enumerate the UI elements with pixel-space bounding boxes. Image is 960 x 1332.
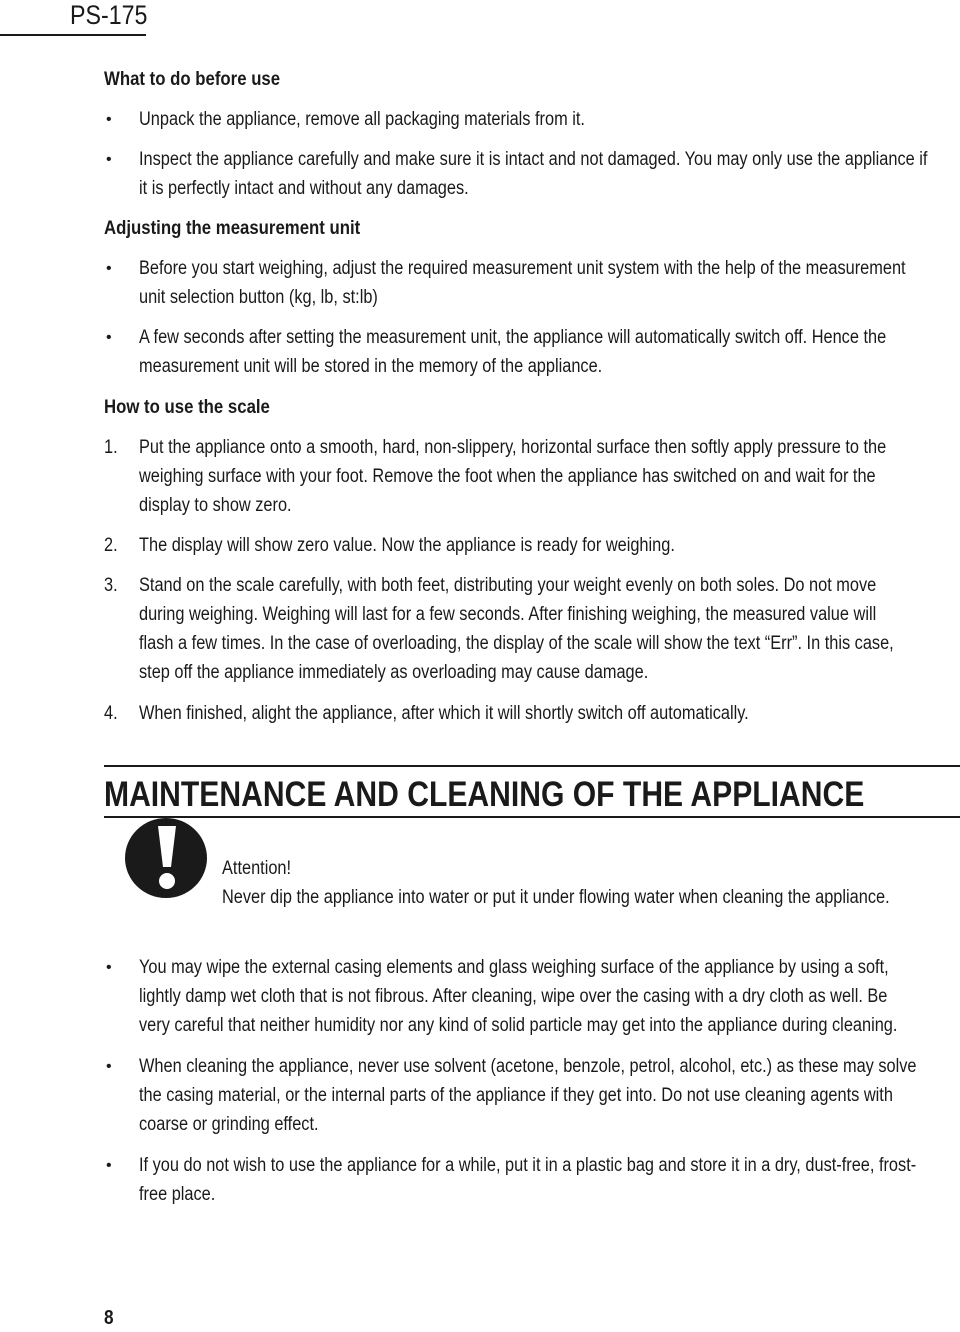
list-item: If you do not wish to use the appliance for a while, put it in a plastic bag and store it in a dry, dust-free, frost- <box>139 1155 917 1176</box>
heading-how-to-use: How to use the scale <box>104 396 270 418</box>
step-text: Put the appliance onto a smooth, hard, non-slippery, horizontal surface then softly apply pressure to the <box>139 437 887 458</box>
list-item-continuation: coarse or grinding effect. <box>139 1114 319 1135</box>
list-item-continuation: very careful that neither humidity nor any kind of solid particle may get into the appliance during cleaning. <box>139 1015 898 1036</box>
bullet-marker: • <box>106 329 112 346</box>
list-item: Before you start weighing, adjust the required measurement unit system with the help of the measurement <box>139 258 906 279</box>
list-item-continuation: it is perfectly intact and without any damages. <box>139 178 469 199</box>
step-number: 4. <box>104 703 118 724</box>
step-text: Stand on the scale carefully, with both feet, distributing your weight evenly on both soles. Do not move <box>139 575 877 596</box>
attention-text: Never dip the appliance into water or put it under flowing water when cleaning the appliance. <box>222 887 890 908</box>
list-item: When cleaning the appliance, never use solvent (acetone, benzole, petrol, alcohol, etc.) as these may solve <box>139 1056 917 1077</box>
list-item: Inspect the appliance carefully and make sure it is intact and not damaged. You may only use the appliance if <box>139 149 928 170</box>
list-item-continuation: free place. <box>139 1184 216 1205</box>
step-number: 1. <box>104 437 118 458</box>
bullet-marker: • <box>106 111 112 128</box>
step-text: The display will show zero value. Now the appliance is ready for weighing. <box>139 535 675 556</box>
heading-measurement-unit: Adjusting the measurement unit <box>104 217 361 239</box>
list-item-continuation: lightly damp wet cloth that is not fibrous. After cleaning, wipe over the casing with a dry cloth as well. Be <box>139 986 888 1007</box>
step-text: weighing surface with your foot. Remove the foot when the appliance has switched on and wait for the <box>139 466 876 487</box>
list-item: Unpack the appliance, remove all packaging materials from it. <box>139 109 585 130</box>
step-text: step off the appliance immediately as overloading may cause damage. <box>139 662 649 683</box>
bullet-marker: • <box>106 959 112 976</box>
heading-before-use: What to do before use <box>104 68 281 90</box>
heading-maintenance: MAINTENANCE AND CLEANING OF THE APPLIANCE <box>104 775 865 814</box>
header-rule <box>0 34 146 36</box>
list-item-continuation: the casing material, or the internal parts of the appliance if they get into. Do not use cleaning agents with <box>139 1085 893 1106</box>
section-rule-bottom <box>104 816 960 818</box>
step-text: during weighing. Weighing will last for a few seconds. After finishing weighing, the measured value will <box>139 604 877 625</box>
step-number: 3. <box>104 575 118 596</box>
bullet-marker: • <box>106 1157 112 1174</box>
bullet-marker: • <box>106 151 112 168</box>
step-text: flash a few times. In the case of overloading, the display of the scale will show the text “Err”. In this case, <box>139 633 894 654</box>
attention-title: Attention! <box>222 858 292 879</box>
document-model-code: PS-175 <box>70 0 148 30</box>
list-item: You may wipe the external casing elements and glass weighing surface of the appliance by using a soft, <box>139 957 889 978</box>
step-text: display to show zero. <box>139 495 292 516</box>
bullet-marker: • <box>106 260 112 277</box>
page-number: 8 <box>104 1307 114 1329</box>
list-item-continuation: measurement unit will be stored in the memory of the appliance. <box>139 356 603 377</box>
step-number: 2. <box>104 535 118 556</box>
list-item-continuation: unit selection button (kg, lb, st:lb) <box>139 287 378 308</box>
section-rule-top <box>104 765 960 767</box>
list-item: A few seconds after setting the measurement unit, the appliance will automatically switch off. Hence the <box>139 327 887 348</box>
bullet-marker: • <box>106 1058 112 1075</box>
step-text: When finished, alight the appliance, after which it will shortly switch off automatically. <box>139 703 749 724</box>
exclamation-icon <box>122 812 212 902</box>
